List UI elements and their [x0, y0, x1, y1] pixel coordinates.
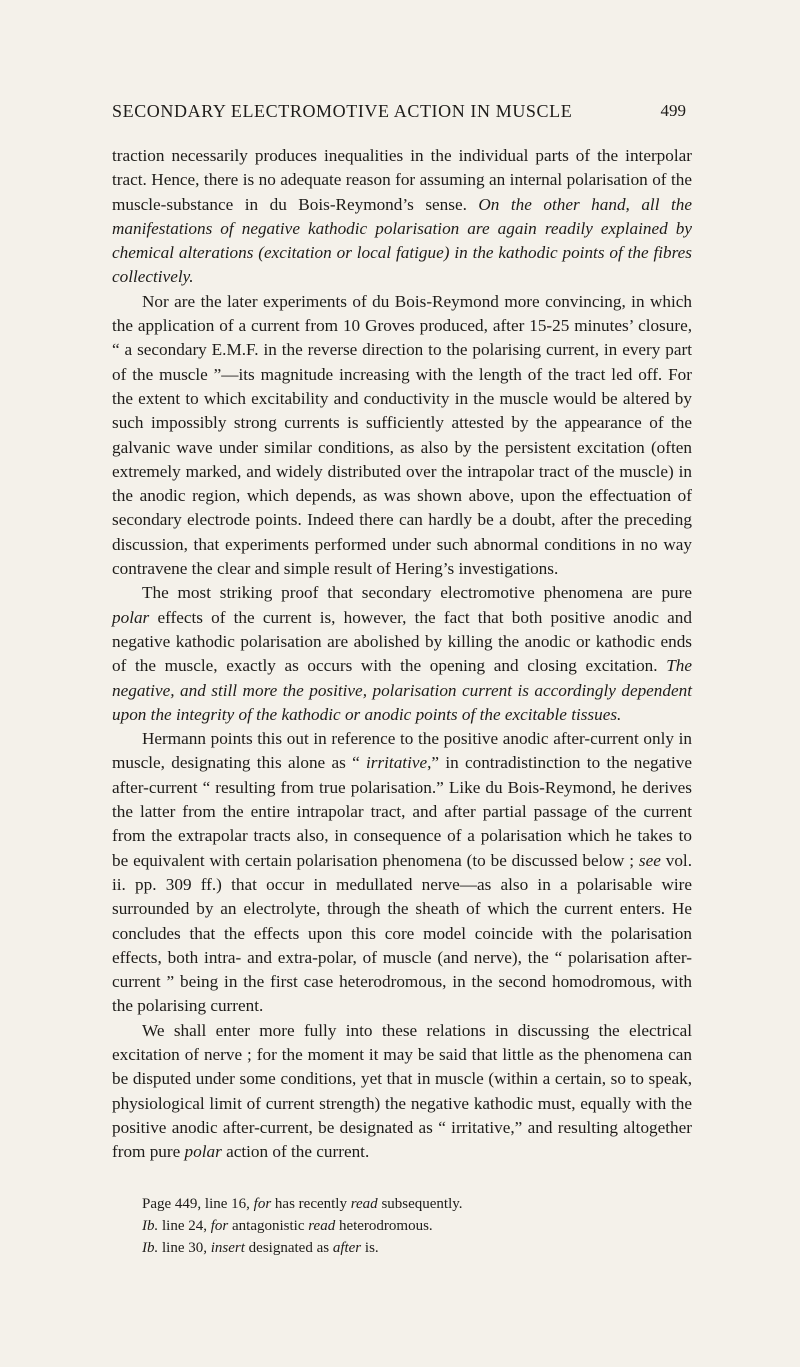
text-run: Hermann points this out in reference to the positive anodic after-current only in muscle, designating this alone as “ — [112, 729, 692, 773]
italic-text: The negative, and still more the positive, polarisation current is accordingly dependent upon the integrity of the kathodic or anodic points of the excitable tissues. — [112, 656, 692, 724]
italic-text: after — [332, 1240, 362, 1256]
text-run: traction necessarily produces inequalities in the individual parts of the interpolar tract. Hence, there is no adequate reason for assuming an internal polarisation of the muscle-substance in du Bois-Reymond’s sense. — [112, 146, 692, 214]
text-run: vol. ii. pp. 309 ff.) that occur in medullated nerve—as also in a polarisable wire surrounded by an electrolyte, through the sheath of which the current enters. He concludes that the effects upon this core model coincide with the polarisation effects, both intra- and extra-polar, of muscle (and nerve), the “ polarisation after-current ” being in the first case heterodromous, in the second homodromous, with the polarising current. — [112, 850, 692, 1016]
text-run: We shall enter more fully into these relations in discussing the electrical excitation of nerve ; for the moment it may be said that little as the phenomena can be disputed under some conditions, yet that in muscle (within a certain, so to speak, physiological limit of current strength) the negative kathodic must, equally with the positive anodic after-current, be designated as “ irritative,” and resulting altogether from pure — [112, 1020, 692, 1162]
page-header — [0, 101, 800, 131]
paragraph — [112, 144, 692, 290]
italic-text: Ib. — [142, 1218, 159, 1234]
text-run: antagonistic — [228, 1218, 309, 1234]
italic-text: read — [350, 1196, 378, 1212]
running-title: SECONDARY ELECTROMOTIVE ACTION IN MUSCLE — [112, 101, 573, 121]
paragraph — [112, 727, 692, 1019]
text-run: action of the current. — [221, 1142, 370, 1162]
erratum-line — [112, 1237, 692, 1259]
text-run: is. — [361, 1240, 379, 1256]
text-run: Nor are the later experiments of du Bois-Reymond more convincing, in which the application of a current from 10 Groves produced, after 15-25 minutes’ closure, “ a secondary E.M.F. in the reverse direction to the polarising current, in every part of the muscle ”—its magnitude increasing with the length of the tract led off. For the extent to which excitability and conductivity in the muscle would be altered by such impossibly strong currents is sufficiently attested by the appearance of the galvanic wave under similar conditions, as also by the persistent excitation (often extremely marked, and widely distributed over the intrapolar tract of the muscle) in the anodic region, which depends, as was shown above, upon the effectuation of secondary electrode points. Indeed there can hardly be a doubt, after the preceding discussion, that experiments performed under such abnormal conditions in no way contravene the clear and simple result of Hering’s investigations. — [112, 291, 692, 579]
text-run: The most striking proof that secondary electromotive phenomena are pure — [142, 583, 692, 603]
erratum-line — [112, 1193, 692, 1215]
paragraph — [112, 290, 692, 582]
body-text — [112, 144, 692, 1164]
paragraph — [112, 581, 692, 727]
italic-text: for — [210, 1218, 229, 1234]
text-run: heterodromous. — [335, 1218, 433, 1234]
italic-text: polar — [184, 1142, 222, 1162]
paragraph — [112, 1019, 692, 1165]
italic-text: see — [638, 850, 661, 870]
italic-text: insert — [210, 1240, 245, 1256]
italic-text: Ib. — [142, 1240, 159, 1256]
italic-text: On the other hand, all the manifestations of negative kathodic polarisation are again readily explained by chemical alterations (excitation or local fatigue) in the kathodic points of the fibres collectively. — [112, 194, 692, 287]
text-run: line 30, — [158, 1240, 211, 1256]
page-number: 499 — [660, 101, 686, 120]
italic-text: read — [308, 1218, 336, 1234]
text-run: effects of the current is, however, the fact that both positive anodic and negative kathodic polarisation are abolished by killing the anodic or kathodic ends of the muscle, exactly as occurs with the opening and closing excitation. — [112, 607, 692, 676]
text-run: Page 449, line 16, — [142, 1196, 254, 1212]
erratum-line — [112, 1215, 692, 1237]
italic-text: for — [253, 1196, 272, 1212]
text-run: has recently — [271, 1196, 351, 1212]
text-run: line 24, — [158, 1218, 211, 1234]
text-run: subsequently. — [377, 1196, 463, 1212]
text-run: designated as — [244, 1240, 333, 1256]
italic-text: polar — [112, 607, 150, 627]
italic-text: irritative — [366, 753, 428, 773]
errata-notes — [112, 1193, 692, 1259]
text-run: ,” in contradistinction to the negative after-current “ resulting from true polarisation.” Like du Bois-Reymond, he derives the latter from the entire intrapolar tract, and after partial passage of the current from the extrapolar tracts also, in consequence of a polarisation which he takes to be equivalent with certain polarisation phenomena (to be discussed below ; — [112, 753, 692, 870]
